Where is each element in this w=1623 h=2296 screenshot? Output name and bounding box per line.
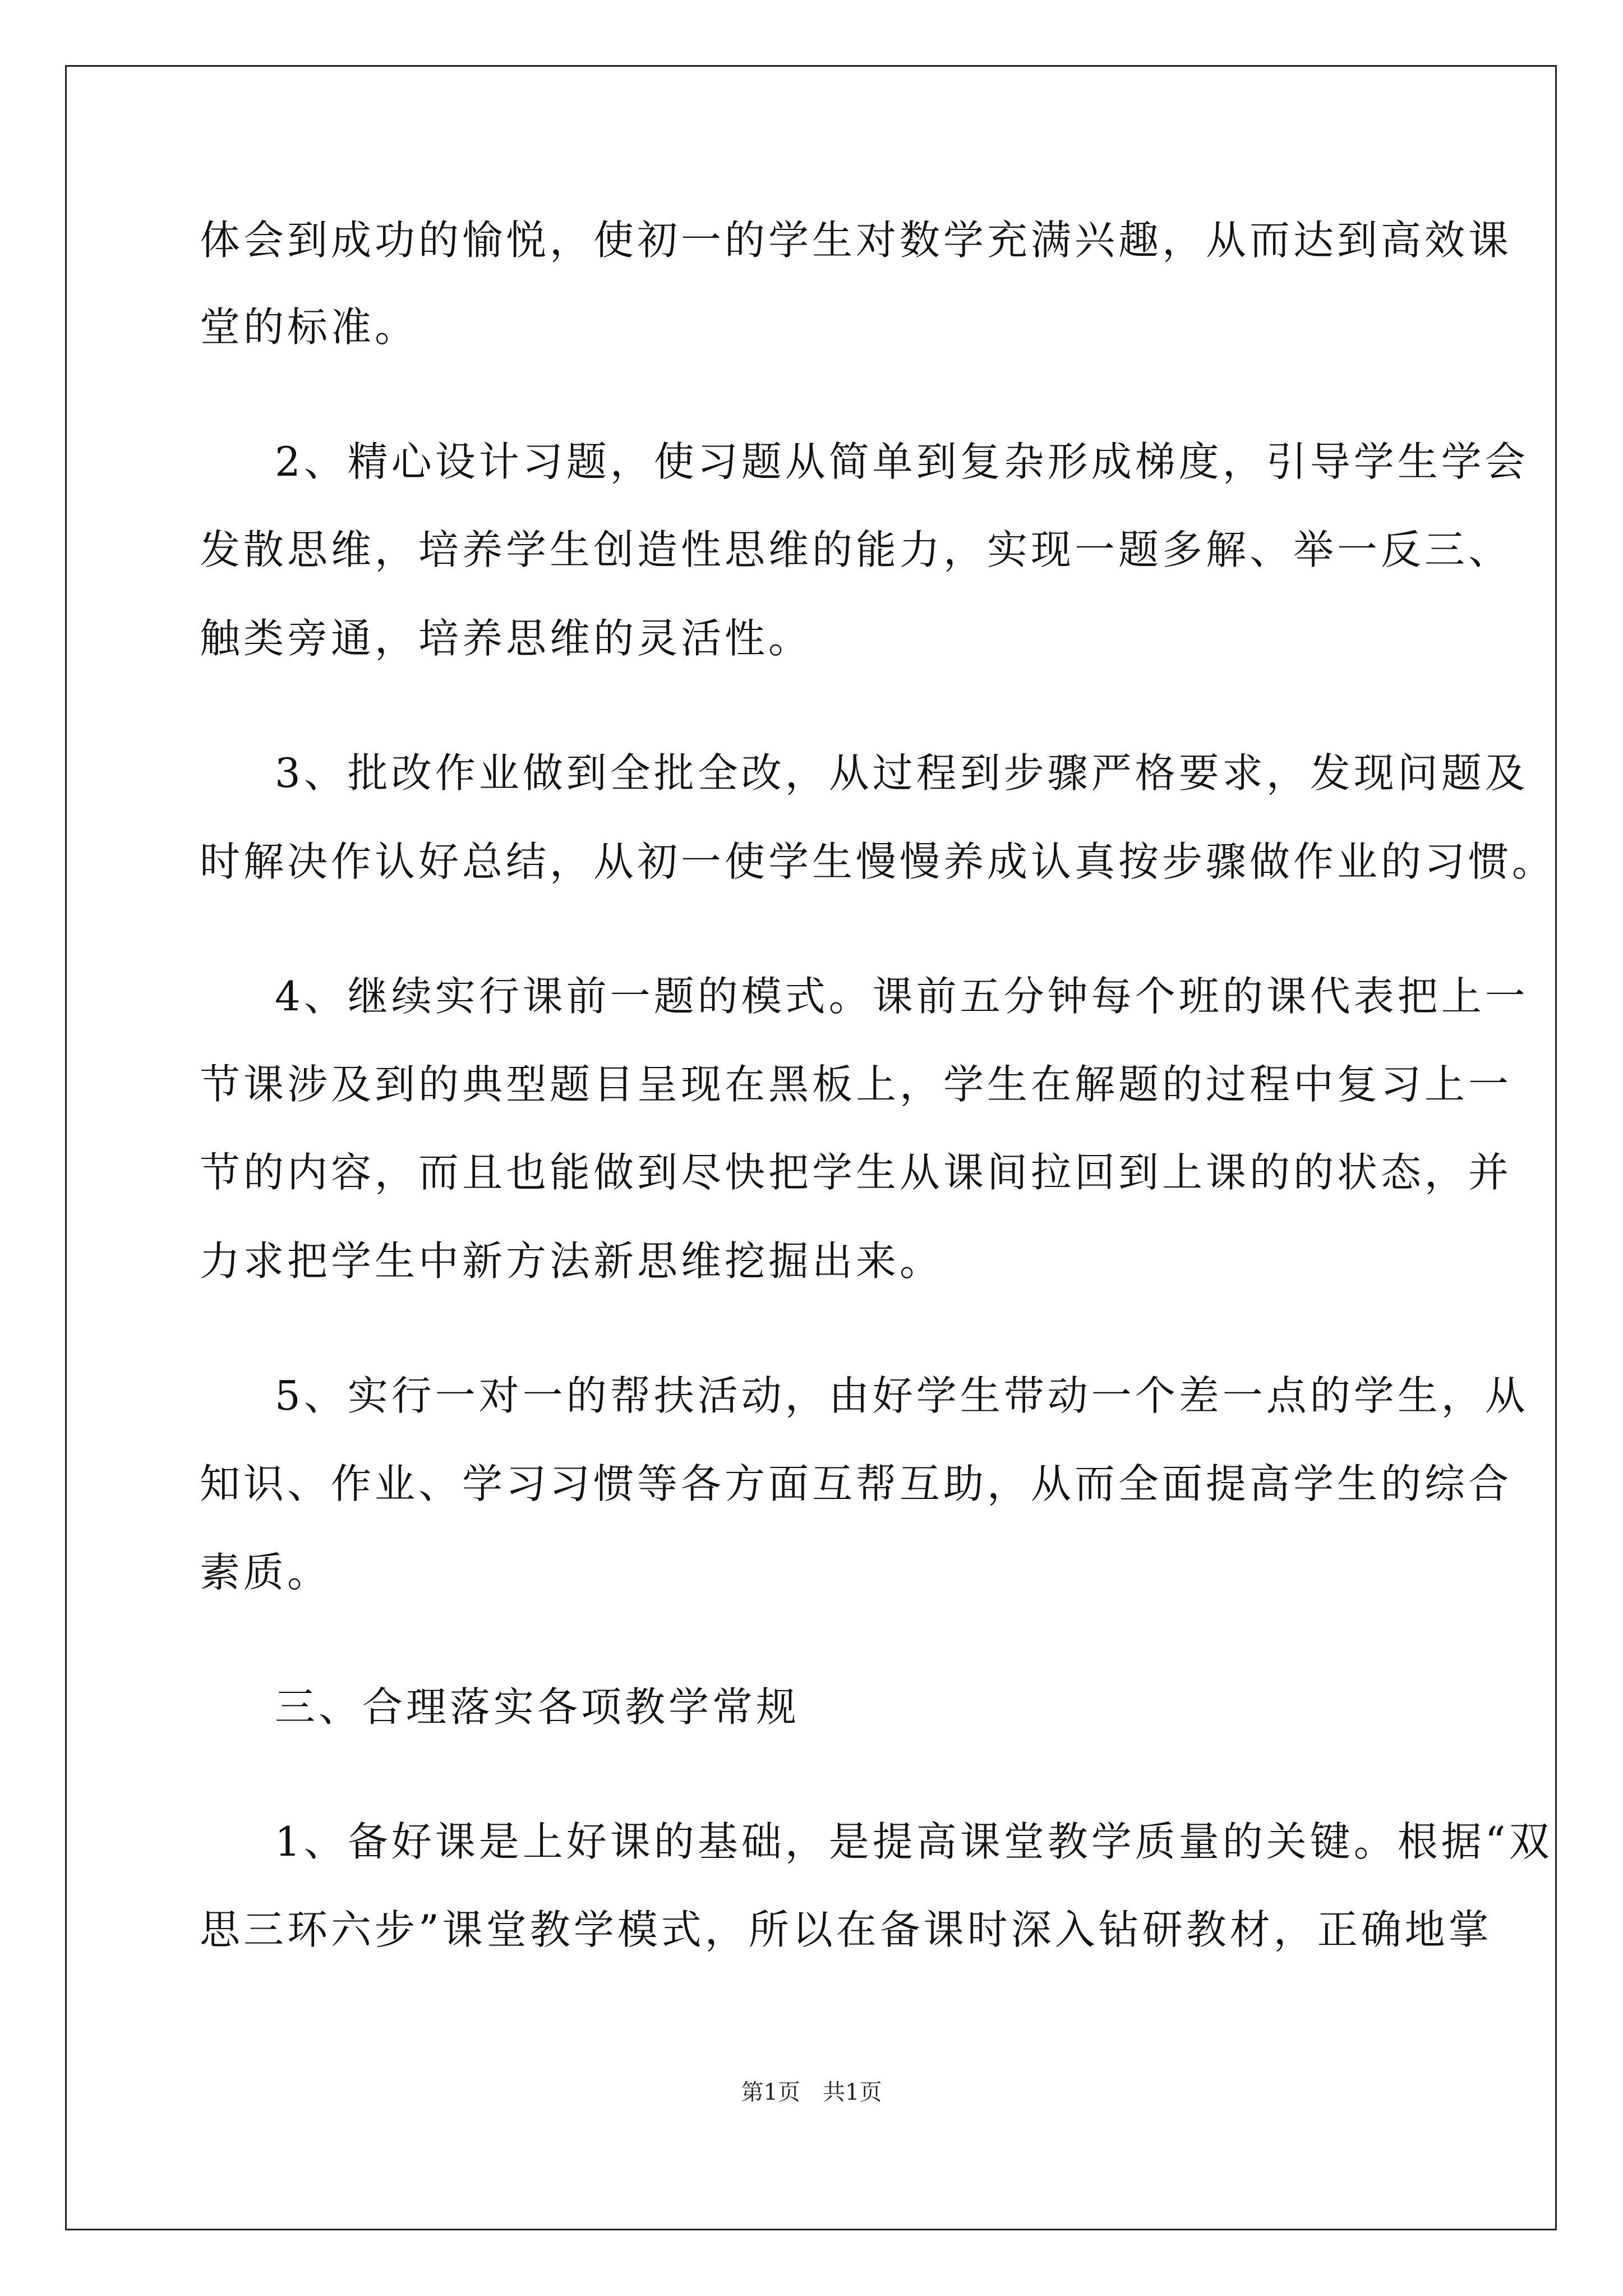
text-line: 时解决作认好总结，从初一使学生慢慢养成认真按步骤做作业的习惯。 <box>200 838 1556 885</box>
text-line: 体会到成功的愉悦，使初一的学生对数学充满兴趣，从而达到高效课 <box>200 217 1513 264</box>
text-line: 3、批改作业做到全批全改，从过程到步骤严格要求，发现问题及 <box>275 749 1529 797</box>
text-line: 4、继续实行课前一题的模式。课前五分钟每个班的课代表把上一 <box>275 973 1529 1020</box>
text-line: 5、实行一对一的帮扶活动，由好学生带动一个差一点的学生，从 <box>275 1372 1529 1419</box>
text-line: 知识、作业、学习习惯等各方面互帮互助，从而全面提高学生的综合 <box>200 1460 1513 1507</box>
section-heading: 三、合理落实各项教学常规 <box>275 1683 800 1731</box>
text-line: 节课涉及到的典型题目呈现在黑板上，学生在解题的过程中复习上一 <box>200 1061 1513 1108</box>
text-line: 2、精心设计习题，使习题从简单到复杂形成梯度，引导学生学会 <box>275 438 1529 485</box>
text-line: 发散思维，培养学生创造性思维的能力，实现一题多解、举一反三、 <box>200 526 1513 573</box>
page-footer: 第1页 共1页 <box>741 2079 882 2105</box>
text-line: 思三环六步”课堂教学模式，所以在备课时深入钻研教材，正确地掌 <box>200 1906 1492 1953</box>
text-line: 力求把学生中新方法新思维挖掘出来。 <box>200 1237 944 1285</box>
text-line: 1、备好课是上好课的基础，是提高课堂教学质量的关键。根据“双 <box>275 1818 1553 1865</box>
text-line: 素质。 <box>200 1549 331 1596</box>
text-line: 堂的标准。 <box>200 303 419 351</box>
text-line: 触类旁通，培养思维的灵活性。 <box>200 615 813 662</box>
text-line: 节的内容，而且也能做到尽快把学生从课间拉回到上课的的状态，并 <box>200 1149 1513 1196</box>
